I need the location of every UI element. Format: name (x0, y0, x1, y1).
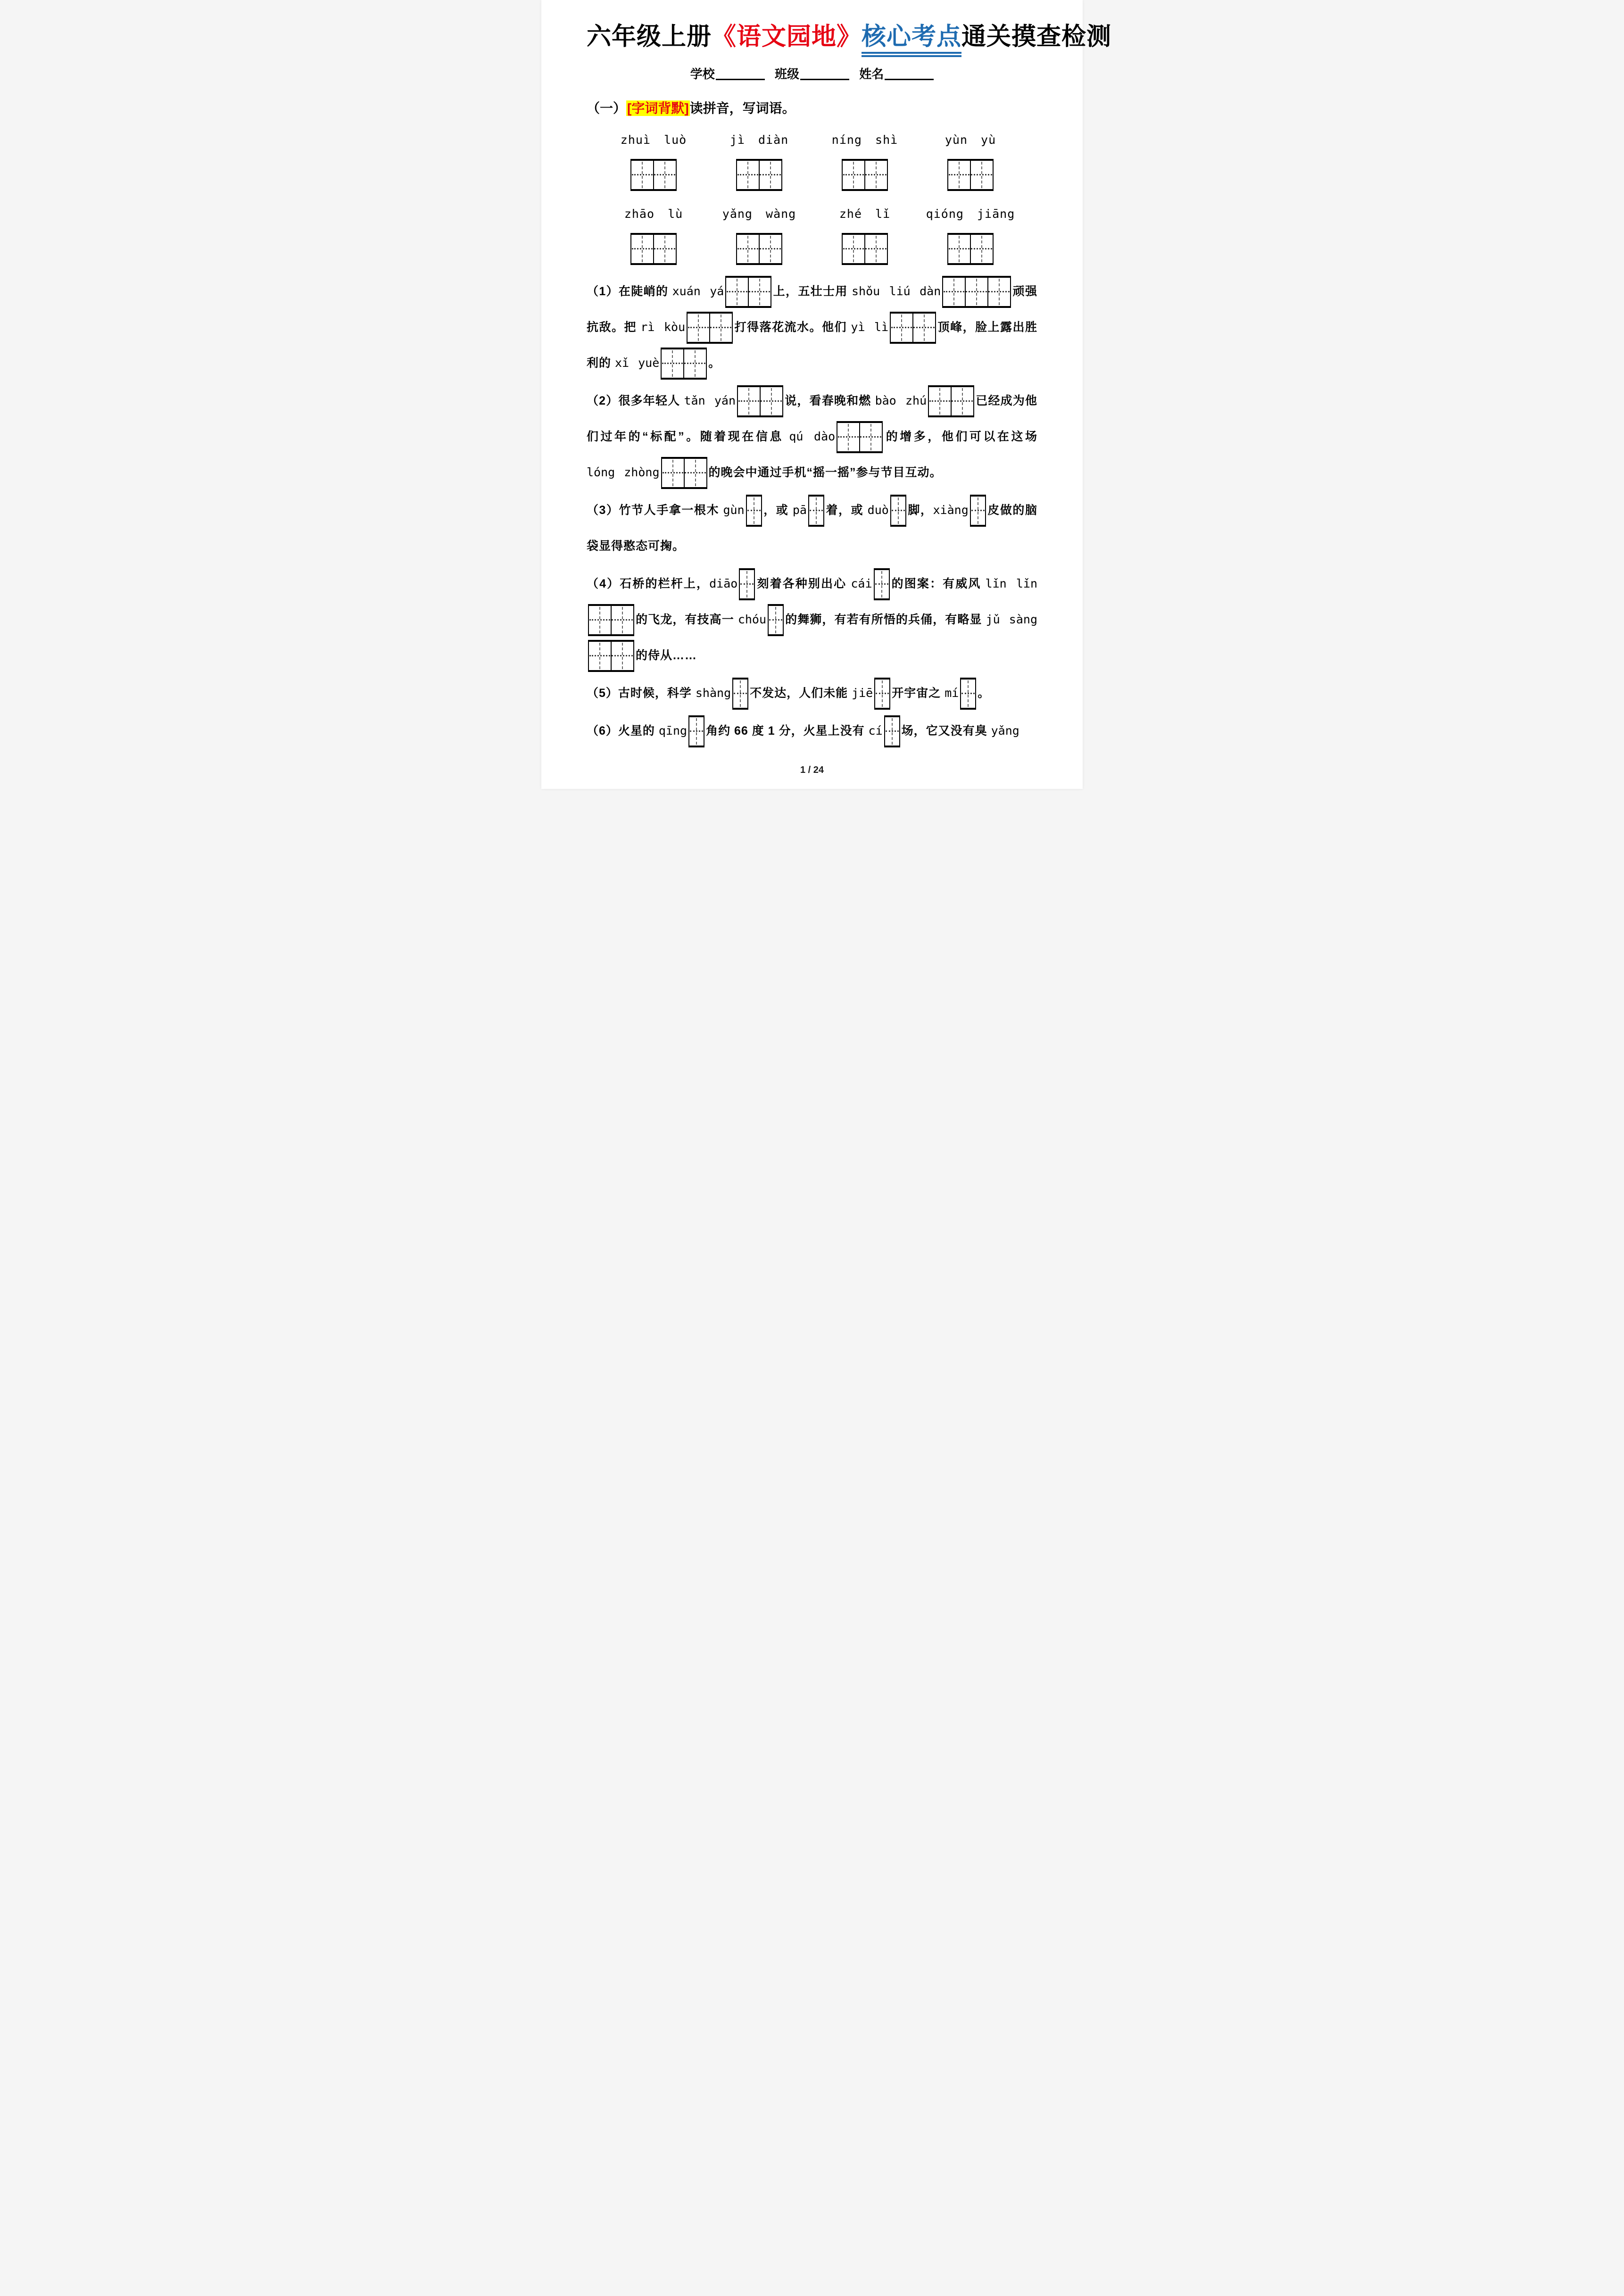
title-book-part: 《语文园地》 (712, 24, 862, 50)
sentence-text: （4）石桥的栏杆上， (587, 577, 710, 590)
sentence-text: 的舞狮，有若有所悟的兵俑，有略显 (785, 613, 986, 626)
answer-grid[interactable] (947, 233, 994, 265)
sentence (587, 713, 1037, 749)
title-test-part: 通关摸查检测 (961, 24, 1112, 50)
sentence (587, 274, 1037, 381)
sentence-text: 场，它又没有臭 (901, 724, 991, 738)
class-blank-field[interactable] (800, 66, 849, 80)
section-instruction: 读拼音，写词语。 (689, 100, 795, 116)
inline-pinyin: gùn (723, 503, 745, 517)
grid-cell (948, 235, 971, 263)
inline-pinyin: rì kòu (640, 320, 686, 334)
grid-cell (885, 717, 899, 746)
inline-pinyin: jǔ sàng (986, 612, 1038, 626)
answer-grid[interactable] (890, 495, 906, 527)
pinyin-item (706, 133, 812, 191)
answer-grid[interactable] (732, 678, 748, 710)
answer-grid[interactable] (687, 312, 733, 344)
sentence-text: 的图案：有威风 (891, 577, 986, 590)
answer-grid[interactable] (874, 678, 890, 710)
sentence-text: （3）竹节人手拿一根木 (587, 503, 723, 517)
pinyin-item (601, 207, 706, 265)
grid-cell (589, 642, 612, 670)
answer-grid[interactable] (630, 159, 677, 191)
inline-pinyin: duò (867, 503, 889, 517)
sentence-text: ，或 (763, 503, 793, 517)
inline-pinyin: qú dào (789, 429, 836, 443)
answer-grid[interactable] (736, 159, 782, 191)
answer-grid[interactable] (588, 640, 634, 672)
sentence (587, 492, 1037, 564)
sentence-text: 顶峰，脸上露出胜利的 (587, 320, 1038, 370)
grid-cell (737, 161, 760, 189)
sentence-text: 的增多，他们可以在这场 (884, 430, 1037, 443)
grid-cell (843, 235, 865, 263)
name-blank-field[interactable] (885, 66, 934, 80)
pinyin-item (918, 133, 1023, 191)
answer-grid[interactable] (808, 495, 824, 527)
grid-cell (747, 497, 761, 525)
grid-cell (913, 314, 935, 342)
grid-cell (988, 278, 1010, 306)
sentence-text: （5）古时候，科学 (587, 686, 696, 700)
grid-cell (761, 387, 782, 415)
inline-pinyin: jiē (852, 686, 873, 700)
grid-cell (971, 235, 993, 263)
sentence-text: （6）火星的 (587, 724, 659, 738)
grid-cell (875, 680, 889, 708)
grid-cell (740, 570, 754, 598)
pinyin-label: zhé lǐ (839, 207, 891, 221)
pinyin-label: jì diàn (729, 133, 789, 147)
sentence-text: 打得落花流水。他们 (734, 320, 851, 334)
grid-cell (948, 161, 971, 189)
section-header (587, 98, 1037, 117)
pinyin-label: yùn yù (945, 133, 996, 147)
sentence-text: 角约 66 度 1 分，火星上没有 (706, 724, 869, 738)
answer-grid[interactable] (884, 715, 900, 747)
answer-grid[interactable] (688, 715, 704, 747)
sentence-text: 。 (978, 686, 990, 700)
answer-grid[interactable] (842, 159, 888, 191)
sentence-text: 说，看春晚和燃 (785, 394, 875, 407)
section-number: （一） (587, 100, 627, 116)
class-label: 班级 (774, 66, 799, 81)
grid-cell (710, 314, 732, 342)
name-label: 姓名 (859, 66, 884, 81)
sentence-text: 顽强抗敌。把 (587, 284, 1037, 334)
pinyin-label: qióng jiāng (926, 207, 1015, 221)
sentence (587, 383, 1037, 490)
answer-grid[interactable] (746, 495, 762, 527)
pinyin-item (601, 133, 706, 191)
inline-pinyin: pā (792, 503, 807, 517)
sentence-text: （2）很多年轻人 (587, 394, 684, 407)
pinyin-label: zhuì luò (620, 133, 687, 147)
grid-cell (733, 680, 747, 708)
answer-grid[interactable] (768, 604, 784, 636)
grid-cell (631, 235, 654, 263)
grid-cell (662, 349, 684, 378)
answer-grid[interactable] (970, 495, 986, 527)
grid-cell (654, 161, 676, 189)
sentence-text: 不发达，人们未能 (750, 686, 852, 700)
grid-cell (631, 161, 654, 189)
answer-grid[interactable] (960, 678, 976, 710)
answer-grid[interactable] (630, 233, 677, 265)
answer-grid[interactable] (842, 233, 888, 265)
inline-pinyin: bào zhú (875, 393, 927, 407)
grid-cell (961, 680, 975, 708)
sentence-text: 的侍从…… (636, 648, 697, 662)
title-keypoint-part: 核心考点 (862, 25, 961, 57)
grid-cell (685, 459, 706, 487)
grid-cell (760, 161, 781, 189)
answer-grid[interactable] (942, 276, 1011, 308)
sentence-text: 的晚会中通过手机“摇一摇”参与节目互动。 (708, 465, 942, 479)
sentence-text: 的飞龙，有技高一 (636, 613, 738, 626)
pinyin-row (601, 207, 1023, 265)
inline-pinyin: tǎn yán (684, 393, 736, 407)
sentence-section (587, 272, 1037, 751)
answer-grid[interactable] (736, 233, 782, 265)
inline-pinyin: shǒu liú dàn (851, 284, 941, 298)
grid-cell (737, 235, 760, 263)
grid-cell (891, 497, 905, 525)
inline-pinyin: yì lì (851, 320, 889, 334)
sentence-text: （1）在陡峭的 (587, 284, 672, 298)
sentence-text: 刻着各种别出心 (756, 577, 851, 590)
answer-grid[interactable] (739, 568, 755, 600)
grid-cell (875, 570, 889, 598)
pinyin-label: níng shì (831, 133, 898, 147)
inline-pinyin: cái (851, 576, 872, 590)
inline-pinyin: lǐn lǐn (985, 576, 1038, 590)
sentence-text: 上，五壮士用 (773, 284, 852, 298)
grid-cell (612, 642, 633, 670)
inline-pinyin: yǎng (991, 723, 1019, 738)
pinyin-item (812, 133, 918, 191)
grid-cell (971, 497, 985, 525)
inline-pinyin: xǐ yuè (614, 356, 660, 370)
answer-grid[interactable] (661, 457, 707, 489)
inline-pinyin: chóu (737, 612, 767, 626)
grid-cell (966, 278, 988, 306)
pinyin-label: yǎng wàng (722, 207, 796, 221)
sentence-text: 已经成为他们过年的“标配”。随着现在信息 (587, 394, 1038, 443)
worksheet-page (541, 0, 1112, 789)
grid-cell (837, 423, 860, 451)
pinyin-item (812, 207, 918, 265)
pinyin-item (918, 207, 1023, 265)
grid-cell (662, 459, 685, 487)
inline-pinyin: shàng (695, 686, 731, 700)
grid-cell (589, 606, 612, 634)
student-info-line (587, 65, 1037, 82)
sentence (587, 675, 1037, 711)
inline-pinyin: lóng zhòng (587, 465, 660, 479)
grid-cell (769, 606, 783, 634)
grid-cell (843, 161, 865, 189)
school-blank-field[interactable] (716, 66, 765, 80)
answer-grid[interactable] (661, 348, 707, 380)
grid-cell (865, 161, 887, 189)
grid-cell (943, 278, 966, 306)
grid-cell (952, 387, 973, 415)
section-tag: [字词背默] (627, 100, 689, 116)
sentence-text: 。 (708, 356, 721, 370)
sentence-text: 开宇宙之 (892, 686, 945, 700)
page-footer (587, 751, 1037, 776)
grid-cell (865, 235, 887, 263)
inline-pinyin: diāo (709, 576, 738, 590)
grid-cell (654, 235, 676, 263)
answer-grid[interactable] (874, 568, 890, 600)
grid-cell (689, 717, 704, 746)
school-label: 学校 (690, 66, 715, 81)
answer-grid[interactable] (725, 276, 771, 308)
sentence-text: 着，或 (825, 503, 868, 517)
sentence-text: 脚， (907, 503, 933, 517)
grid-cell (860, 423, 882, 451)
inline-pinyin: xuán yá (672, 284, 724, 298)
sentence (587, 566, 1037, 673)
grid-cell (749, 278, 771, 306)
title-grade-part: 六年级上册 (587, 24, 712, 50)
answer-grid[interactable] (588, 604, 634, 636)
grid-cell (809, 497, 823, 525)
grid-cell (684, 349, 706, 378)
pinyin-label: zhāo lù (624, 207, 683, 221)
grid-cell (891, 314, 913, 342)
answer-grid[interactable] (890, 312, 936, 344)
pinyin-item (706, 207, 812, 265)
answer-grid[interactable] (837, 421, 883, 453)
answer-grid[interactable] (947, 159, 994, 191)
page-indicator: 1 / 24 (800, 764, 824, 775)
pinyin-grid-section (587, 133, 1037, 265)
inline-pinyin: qīng (658, 723, 688, 738)
grid-cell (760, 235, 781, 263)
grid-cell (738, 387, 761, 415)
sentence-text: 皮做的脑袋显得憨态可掬。 (587, 503, 1037, 553)
inline-pinyin: cí (868, 723, 883, 738)
grid-cell (929, 387, 952, 415)
grid-cell (688, 314, 710, 342)
answer-grid[interactable] (928, 385, 974, 417)
inline-pinyin: mí (945, 686, 959, 700)
grid-cell (726, 278, 749, 306)
page-title (587, 22, 1112, 57)
grid-cell (971, 161, 993, 189)
grid-cell (612, 606, 633, 634)
answer-grid[interactable] (737, 385, 783, 417)
inline-pinyin: xiàng (933, 503, 969, 517)
pinyin-row (601, 133, 1023, 191)
